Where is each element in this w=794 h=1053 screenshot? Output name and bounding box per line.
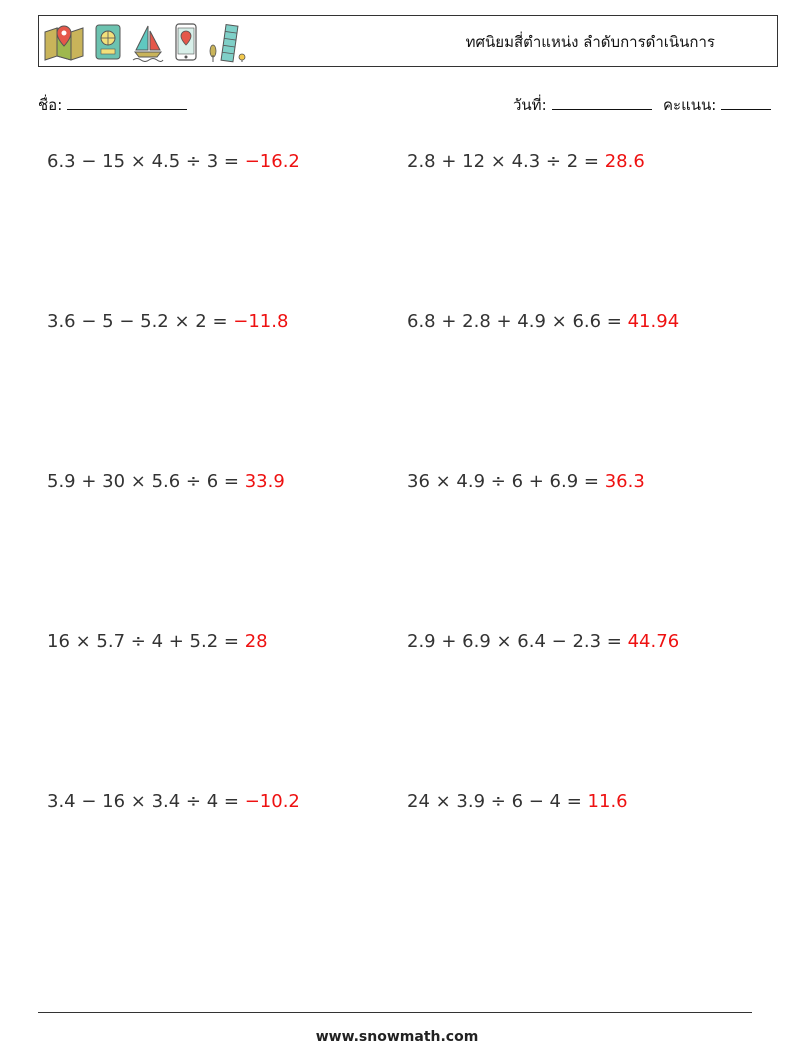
score-line[interactable] xyxy=(721,95,771,110)
leaning-tower-icon xyxy=(207,21,247,63)
name-field xyxy=(38,93,187,117)
problem-item xyxy=(47,791,300,812)
problem-answer: 33.9 xyxy=(244,471,285,492)
problem-expression: 36 × 4.9 ÷ 6 + 6.9 = xyxy=(407,471,605,492)
problem-expression: 5.9 + 30 × 5.6 ÷ 6 = xyxy=(47,471,245,492)
problem-answer: 11.6 xyxy=(587,791,628,812)
problem-expression: 2.8 + 12 × 4.3 ÷ 2 = xyxy=(407,151,605,172)
problem-answer: −10.2 xyxy=(244,791,300,812)
problem-item xyxy=(407,151,645,172)
problem-answer: 44.76 xyxy=(627,631,680,652)
problem-item xyxy=(407,471,645,492)
worksheet-title: ทศนิยมสี่ตำแหน่ง ลำดับการดำเนินการ xyxy=(465,33,715,51)
footer-url[interactable]: www.snowmath.com xyxy=(315,1029,479,1045)
problem-item xyxy=(47,151,300,172)
problem-item xyxy=(47,631,268,652)
problem-expression: 24 × 3.9 ÷ 6 − 4 = xyxy=(407,791,588,812)
name-line[interactable] xyxy=(67,95,187,110)
problem-expression: 6.3 − 15 × 4.5 ÷ 3 = xyxy=(47,151,245,172)
problem-item xyxy=(47,311,288,332)
score-field xyxy=(663,93,771,117)
problem-expression: 16 × 5.7 ÷ 4 + 5.2 = xyxy=(47,631,245,652)
map-pin-icon xyxy=(43,22,85,62)
problem-answer: 41.94 xyxy=(627,311,680,332)
worksheet-header xyxy=(38,15,778,67)
problem-expression: 6.8 + 2.8 + 4.9 × 6.6 = xyxy=(407,311,628,332)
name-label: ชื่อ: xyxy=(38,96,63,114)
date-label: วันที่: xyxy=(513,96,547,114)
problem-item xyxy=(407,631,679,652)
problem-expression: 3.6 − 5 − 5.2 × 2 = xyxy=(47,311,234,332)
problem-answer: −16.2 xyxy=(244,151,300,172)
problem-item xyxy=(407,791,628,812)
date-line[interactable] xyxy=(552,95,652,110)
problem-item xyxy=(407,311,679,332)
problem-answer: 28 xyxy=(244,631,268,652)
sailboat-icon xyxy=(131,22,165,62)
problem-answer: 36.3 xyxy=(604,471,645,492)
footer-divider xyxy=(38,1012,752,1013)
date-field xyxy=(513,93,652,117)
icon-strip xyxy=(43,19,247,65)
problem-answer: 28.6 xyxy=(604,151,645,172)
problem-item xyxy=(47,471,285,492)
problem-expression: 2.9 + 6.9 × 6.4 − 2.3 = xyxy=(407,631,628,652)
problem-answer: −11.8 xyxy=(233,311,289,332)
phone-location-icon xyxy=(173,22,199,62)
passport-icon xyxy=(93,22,123,62)
problem-expression: 3.4 − 16 × 3.4 ÷ 4 = xyxy=(47,791,245,812)
score-label: คะแนน: xyxy=(663,96,717,114)
